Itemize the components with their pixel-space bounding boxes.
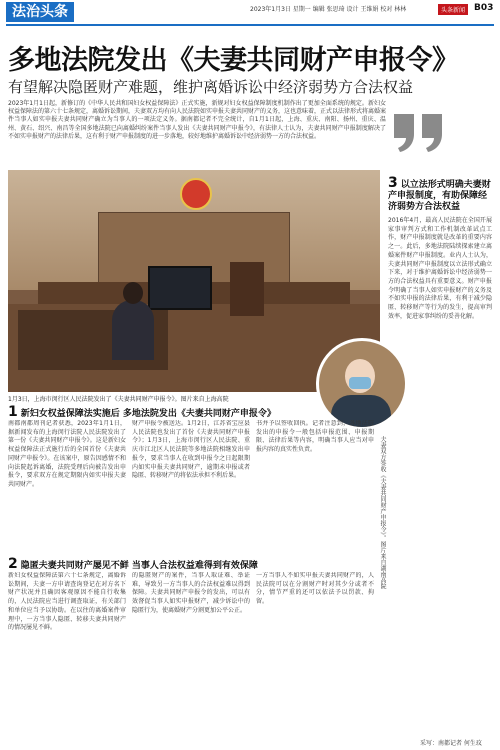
header-rule [6, 24, 494, 26]
headline: 多地法院发出《夫妻共同财产申报令》 [8, 45, 459, 76]
issue-meta: 2023年1月3日 星期一 编辑 张思琦 设计 王维娟 校对 林林 [250, 6, 407, 13]
photo-caption: 1月3日，上海市闵行区人民法院发出了《夫妻共同财产申报令》。图片来自上海高院 [8, 396, 229, 403]
section-2-column-2: 的隐匿财产的案件，当事人取证难、举证难，导致另一方当事人的合法权益难以得到保障。夫妻共同财产申报令的发出，可以有效督促当事人如实申报财产，减少诉讼中的隐匿行为，使离婚财产分割更加公平公正。 [132, 572, 250, 614]
section-2-title-text: 隐匿夫妻共同财产屡见不鲜 当事人合法权益难得到有效保障 [20, 561, 258, 571]
section-2-column-1: 新妇女权益保障法第六十七条规定，离婚诉讼期间，夫妻一方申请查询登记在对方名下财产状况并且确因客观原因不能自行收集的，人民法院应当进行调查取证，有关部门和单位应当予以协助。在以往的离婚案件审理中，一方当事人隐匿、转移夫妻共同财产的情况屡见不鲜。 [8, 572, 126, 632]
section-3 [388, 175, 492, 321]
section-3-title-text: 以立法形式明确夫妻财产申报制度，有助保障经济弱势方合法权益 [388, 180, 491, 212]
section-3-text: 2016年4月，最高人民法院在全国开展家事审判方式和工作机制改革试点工作，财产申报制度就是改革的重要内容之一。此后，多地法院陆续探索建立离婚案件财产申报制度。业内人士认为，夫妻共同财产申报制度以立法形式确立下来，对于维护离婚诉讼中经济弱势一方的合法权益具有重要意义。财产申报令明确了当事人如实申报财产的义务及不如实申报的法律后果，有利于减少隐匿、转移财产等行为的发生，提高审判效率，促进家事纠纷的妥善化解。 [388, 217, 492, 320]
section-2-number: 2 [8, 556, 18, 572]
subheadline: 有望解决隐匿财产难题，维护离婚诉讼中经济弱势方合法权益 [8, 78, 414, 96]
page-header [0, 0, 500, 24]
section-1-number: 1 [8, 404, 18, 420]
section-1-title-text: 新妇女权益保障法实施后 多地法院发出《夫妻共同财产申报令》 [20, 409, 276, 419]
section-2-title [8, 556, 258, 572]
section-1-column-3: 书并予以签收回执。记者注意到，各地法院发出的申报令一般包括申报范围、申报期限、法律后果等内容，明确当事人应当对申报内容的真实性负责。 [256, 420, 374, 454]
section-label: 法治头条 [6, 2, 74, 22]
section-1-column-1: 南都南都周刊记者获悉，2023年1月1日，据新闻发布的上海闵行法院人民法院发出了第一份《夫妻共同财产申报令》。这是新妇女权益保障法正式施行后的全国首份《夫妻共同财产申报令》。在该案中，原告因感情不和向法院起诉离婚，法院受理后向被告发出申报令，要求双方在规定期限内如实申报夫妻共同财产。 [8, 420, 126, 488]
lead-paragraph: 2023年1月1日起，新修订的《中华人民共和国妇女权益保障法》正式实施，新规对妇女权益保障制度机制作出了更加全面系统的规定。新妇女权益保障法的第六十七条规定，离婚诉讼期间，夫妻双方均有向人民法院如实申报夫妻共同财产的义务，这也意味着，正式以法律形式将离婚案件当事人如实申报夫妻共同财产确立为当事人的一项法定义务。据南都记者不完全统计，自1月1日起，上海、重庆、南阳、扬州、重庆、温州、黄石、绍兴、南昌等全国多地法院已向离婚纠纷案件当事人发出《夫妻共同财产申报令》，有法律人士认为，夫妻共同财产申报制度解决了不如实申报财产的法律后果，这有利于财产申报制度的进一步落地，较好地维护离婚诉讼中经济弱势一方的合法权益。 [8, 100, 387, 140]
national-emblem-icon [180, 178, 212, 210]
judge-chair [230, 262, 264, 316]
side-photo-caption: 夫妻双方签收《夫妻共同财产申报令》。图片来自湖南高院 [379, 436, 386, 589]
section-1-title [8, 404, 276, 420]
section-3-number: 3 [388, 175, 398, 191]
section-3-title [388, 175, 492, 213]
section-1-column-2: 财产申报令被送达。1月2日，江苏省宝应县人民法院也发出了首份《夫妻共同财产申报令》；1月3日，上海市闵行区人民法院、重庆市江北区人民法院等多地法院相继发出申报令，要求当事人在收到申报令之日起限期内如实申报夫妻共同财产，逾期未申报或者隐匿、转移财产的将依法承担不利后果。 [132, 420, 250, 480]
court-clerk-head [123, 282, 143, 304]
quote-mark-icon [392, 112, 446, 152]
signing-photo [316, 338, 408, 430]
section-2-column-3: 一方当事人不如实申报夫妻共同财产的，人民法院可以在分割财产时对其少分或者不分，情节严重的还可以依法予以罚款、拘留。 [256, 572, 374, 606]
byline: 采写：南都记者 何生玟 [420, 740, 482, 747]
page-number: B03 [474, 3, 494, 13]
face-mask [349, 377, 371, 389]
section-chip: 头条新闻 [438, 4, 468, 15]
monitor [148, 266, 212, 310]
court-clerk [112, 300, 154, 360]
